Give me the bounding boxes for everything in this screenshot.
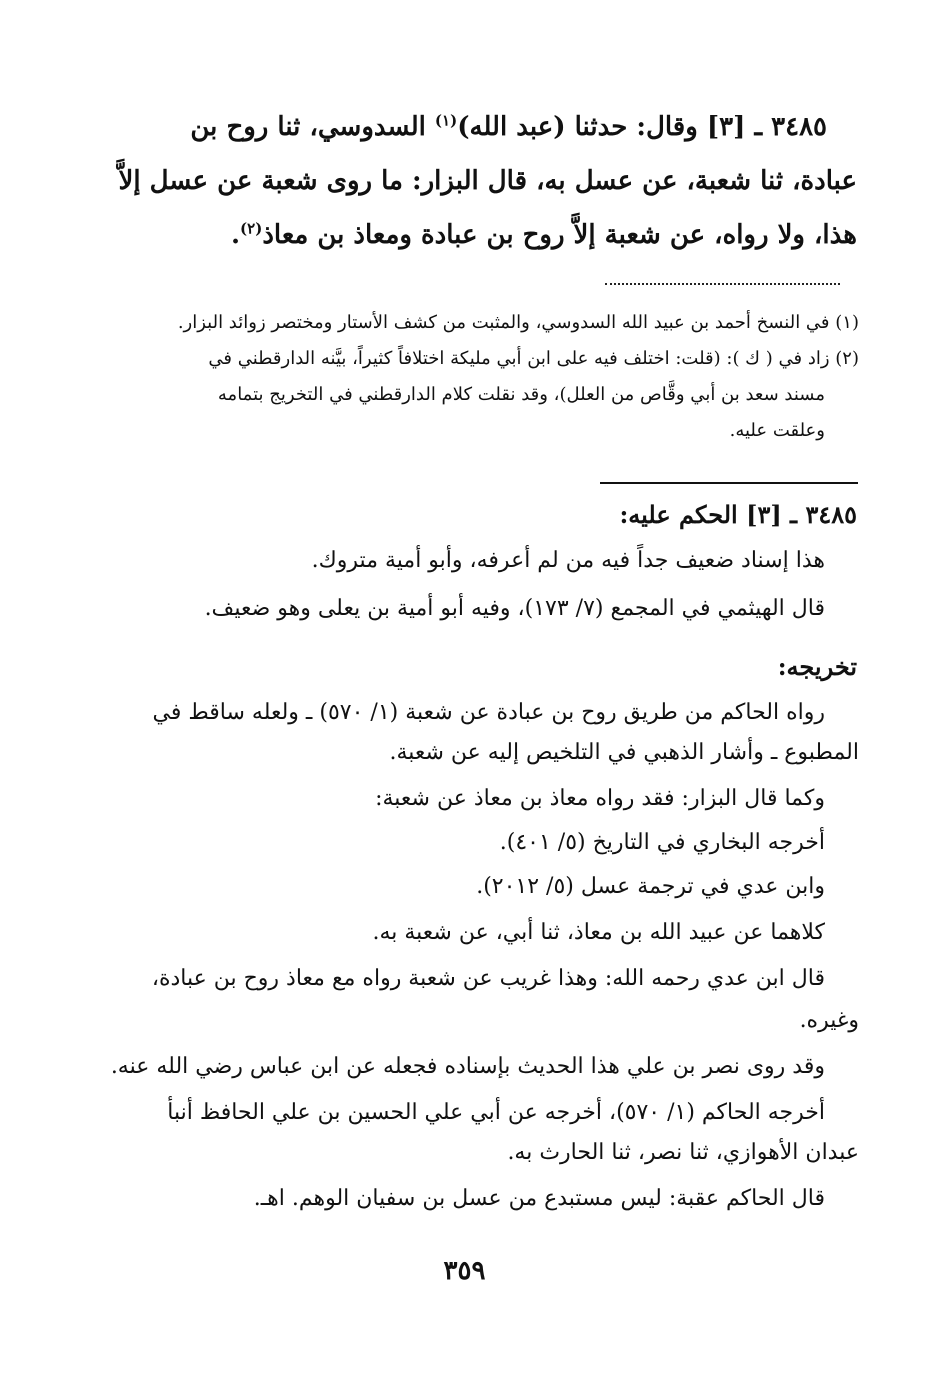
footnote-2-text-3: وعلقت عليه.: [729, 420, 825, 441]
takhrij-heading-text: تخريجه:: [777, 652, 857, 681]
takhrij-line-4-text: أخرجه البخاري في التاريخ (٥/ ٤٠١).: [499, 830, 825, 855]
takhrij-heading: [778, 652, 857, 681]
takhrij-p2-line-1-text: قال ابن عدي رحمه الله: وهذا غريب عن شعبة رواه مع معاذ روح بن عبادة،: [151, 966, 825, 991]
footnote-2-line-1: [208, 348, 859, 369]
footnote-ref-2[interactable]: (٢): [240, 219, 263, 238]
takhrij-p2-line-1: [152, 966, 825, 991]
takhrij-line-12-text: قال الحاكم عقبة: ليس مستبدع من عسل بن سفيان الوهم. اهـ.: [253, 1186, 825, 1211]
footnote-separator: [605, 283, 840, 287]
footnote-2-line-3: [730, 420, 825, 441]
takhrij-line-4: [500, 830, 825, 855]
main-line-2-text: عبادة، ثنا شعبة، عن عسل به، قال البزار: ما روى شعبة عن عسل إلاَّ: [118, 166, 857, 196]
takhrij-p1-line-1: [153, 700, 825, 725]
main-line-1-b: السدوسي، ثنا روح بن: [190, 112, 435, 142]
takhrij-line-5: [476, 874, 825, 899]
main-line-2: [119, 166, 857, 196]
section-rule: [600, 482, 858, 484]
footnote-ref-1[interactable]: (١): [434, 111, 458, 130]
takhrij-line-12: [254, 1186, 825, 1211]
ruling-line-1: [312, 548, 825, 573]
takhrij-line-9: [111, 1054, 825, 1079]
main-line-1-a: ٣٤٨٥ ـ [٣] وقال: حدثنا (عبد الله): [457, 112, 827, 142]
takhrij-p3-line-1: [167, 1100, 825, 1125]
takhrij-line-9-text: وقد روى نصر بن علي هذا الحديث بإسناده فجعله عن ابن عباس رضي الله عنه.: [110, 1054, 825, 1079]
main-line-3-a: هذا، ولا رواه، عن شعبة إلاَّ روح بن عبادة ومعاذ بن معاذ: [262, 220, 857, 250]
page-number: ٣٥٩: [443, 1256, 486, 1286]
ruling-heading: [619, 500, 857, 529]
footnote-1: [178, 312, 859, 333]
ruling-heading-text: ٣٤٨٥ ـ [٣] الحكم عليه:: [619, 500, 857, 529]
ruling-line-1-text: هذا إسناد ضعيف جداً فيه من لم أعرفه، وأبو أمية متروك.: [311, 548, 825, 573]
footnote-2-text-2: مسند سعد بن أبي وقَّاص من العلل)، وقد نقلت كلام الدارقطني في التخريج بتمامه: [217, 384, 825, 405]
ruling-line-2-text: قال الهيثمي في المجمع (٧/ ١٧٣)، وفيه أبو أمية بن يعلى وهو ضعيف.: [204, 596, 825, 621]
takhrij-p3-line-2-text: عبدان الأهوازي، ثنا نصر، ثنا الحارث به.: [507, 1140, 859, 1165]
main-line-3-b: .: [230, 220, 241, 250]
takhrij-line-5-text: وابن عدي في ترجمة عسل (٥/ ٢٠١٢).: [476, 874, 825, 899]
footnote-2-line-2: [218, 384, 825, 405]
takhrij-line-3: [375, 786, 825, 811]
footnote-1-number: (١): [835, 312, 859, 333]
takhrij-p2-line-2-text: وغيره.: [799, 1008, 859, 1033]
takhrij-p1-line-2-text: المطبوع ـ وأشار الذهبي في التلخيص إليه عن شعبة.: [389, 740, 859, 765]
takhrij-line-6-text: كلاهما عن عبيد الله بن معاذ، ثنا أبي، عن شعبة به.: [372, 920, 825, 945]
takhrij-p3-line-2: [507, 1140, 859, 1165]
footnote-2-number: (٢): [835, 348, 859, 369]
footnote-2-text-1: زاد في ( ك ): (قلت: اختلف فيه على ابن أبي مليكة اختلافاً كثيراً، بيَّنه الدارقطني في: [208, 348, 830, 369]
takhrij-p1-line-1-text: رواه الحاكم من طريق روح بن عبادة عن شعبة (١/ ٥٧٠) ـ ولعله ساقط في: [152, 700, 825, 725]
main-line-1: [190, 112, 827, 142]
ruling-line-2: [205, 596, 825, 621]
footnote-1-text: في النسخ أحمد بن عبيد الله السدوسي، والمثبت من كشف الأستار ومختصر زوائد البزار.: [177, 312, 830, 333]
takhrij-p1-line-2: [389, 740, 859, 765]
takhrij-p3-line-1-text: أخرجه الحاكم (١/ ٥٧٠)، أخرجه عن أبي علي الحسين بن علي الحافظ أنبأ: [167, 1100, 825, 1125]
takhrij-line-6: [372, 920, 825, 945]
main-line-3: [231, 220, 857, 250]
takhrij-p2-line-2: [800, 1008, 859, 1033]
takhrij-line-3-text: وكما قال البزار: فقد رواه معاذ بن معاذ عن شعبة:: [375, 786, 825, 811]
